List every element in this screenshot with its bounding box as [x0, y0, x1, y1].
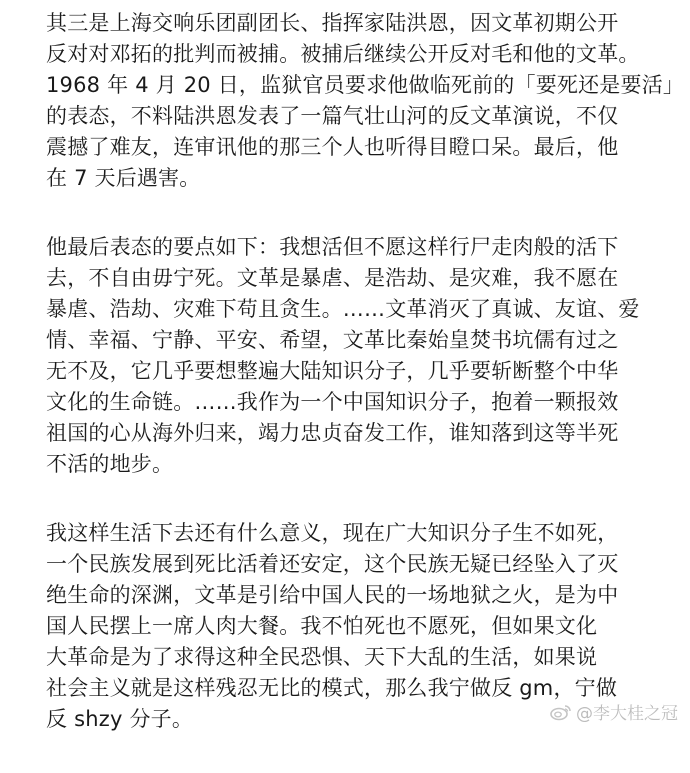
text-line: 无不及，它几乎要想整遍大陆知识分子，几乎要斩断整个中华	[46, 359, 619, 383]
text-line: 在 7 天后遇害。	[46, 166, 201, 190]
text-line: 他最后表态的要点如下：我想活但不愿这样行尸走肉般的活下	[46, 235, 619, 259]
text-line: 去，不自由毋宁死。文革是暴虐、是浩劫、是灾难，我不愿在	[46, 266, 619, 290]
text-line: 不活的地步。	[46, 452, 174, 476]
text-line: 文化的生命链。……我作为一个中国知识分子，抱着一颗报效	[46, 390, 619, 414]
text-line: 的表态，不料陆洪恩发表了一篇气壮山河的反文革演说，不仅	[46, 104, 619, 128]
text-line: 祖国的心从海外归来，竭力忠贞奋发工作，谁知落到这等半死	[46, 421, 619, 445]
paragraph-2	[46, 232, 666, 480]
text-line: 反 shzy 分子。	[46, 707, 194, 731]
paragraph-1	[46, 8, 685, 194]
text-line: 1968 年 4 月 20 日，监狱官员要求他做临死前的「要死还是要活」	[46, 73, 685, 97]
text-line: 反对对邓拓的批判而被捕。被捕后继续公开反对毛和他的文革。	[46, 42, 640, 66]
text-line: 一个民族发展到死比活着还安定，这个民族无疑已经坠入了灭	[46, 552, 619, 576]
text-line: 暴虐、浩劫、灾难下苟且贪生。……文革消灭了真诚、友谊、爱	[46, 297, 640, 321]
text-line: 绝生命的深渊，文革是引给中国人民的一场地狱之火，是为中	[46, 583, 619, 607]
watermark	[550, 699, 678, 724]
text-line: 国人民摆上一席人肉大餐。我不怕死也不愿死，但如果文化	[46, 614, 598, 638]
text-line: 大革命是为了求得这种全民恐惧、天下大乱的生活，如果说	[46, 645, 598, 669]
weibo-logo-icon	[550, 703, 572, 721]
text-line: 震撼了难友，连审讯他的那三个人也听得目瞪口呆。最后，他	[46, 135, 619, 159]
text-line: 我这样生活下去还有什么意义，现在广大知识分子生不如死，	[46, 521, 619, 545]
watermark-text: @李大桂之冠	[576, 704, 678, 724]
text-line: 社会主义就是这样残忍无比的模式，那么我宁做反 gm，宁做	[46, 676, 618, 700]
text-line: 其三是上海交响乐团副团长、指挥家陆洪恩，因文革初期公开	[46, 11, 619, 35]
article-body	[46, 8, 685, 773]
text-line: 情、幸福、宁静、平安、希望，文革比秦始皇焚书坑儒有过之	[46, 328, 619, 352]
